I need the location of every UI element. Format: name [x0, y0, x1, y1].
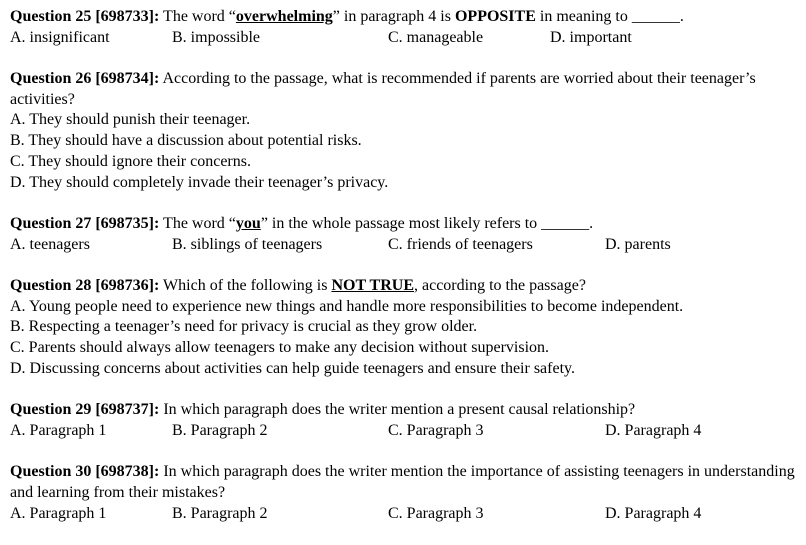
option-c: C. They should ignore their concerns.	[10, 152, 251, 170]
key-word: you	[235, 214, 261, 232]
option-c: C. Parents should always allow teenagers to make any decision without supervision.	[10, 339, 550, 357]
option-a: A. Paragraph 1	[10, 504, 107, 522]
question-26	[10, 69, 800, 193]
option-b: B. Paragraph 2	[172, 504, 268, 522]
options-row	[10, 421, 800, 442]
option-c: C. Paragraph 3	[388, 421, 484, 439]
stem-text: Which of the following is	[159, 277, 332, 295]
question-25	[10, 7, 800, 48]
question-28	[10, 276, 800, 380]
option-b: B. siblings of teenagers	[172, 235, 323, 253]
options-row	[10, 504, 800, 525]
option-c: C. friends of teenagers	[388, 235, 533, 253]
question-30	[10, 462, 800, 524]
option-b: B. Paragraph 2	[172, 421, 268, 439]
option-b: B. Respecting a teenager’s need for privacy is crucial as they grow older.	[10, 318, 478, 336]
stem-text: The word “	[159, 8, 236, 25]
option-b: B. impossible	[172, 28, 261, 46]
stem-text: According to the passage, what is recommended if parents are worried about their teenager’s activities?	[10, 70, 756, 108]
option-d: D. They should completely invade their teenager’s privacy.	[10, 173, 389, 191]
option-d: D. parents	[605, 235, 671, 253]
question-label: Question 28 [698736]:	[10, 277, 160, 295]
stem-text: ” in the whole passage most likely refers to ______.	[260, 214, 594, 232]
option-d: D. important	[550, 28, 632, 46]
option-d: D. Paragraph 4	[605, 504, 702, 522]
question-label: Question 27 [698735]:	[10, 214, 160, 232]
question-stem	[10, 7, 800, 28]
question-stem	[10, 214, 800, 235]
option-a: A. Paragraph 1	[10, 421, 107, 439]
options-row	[10, 235, 800, 256]
stem-text: In which paragraph does the writer mention a present causal relationship?	[159, 401, 636, 419]
stem-text: , according to the passage?	[414, 277, 586, 295]
stem-text: ” in paragraph 4 is	[332, 8, 455, 25]
question-27	[10, 214, 800, 255]
question-label: Question 29 [698737]:	[10, 401, 160, 419]
option-a: A. Young people need to experience new things and handle more responsibilities to become independent.	[10, 297, 684, 315]
option-d: D. Paragraph 4	[605, 421, 702, 439]
question-29	[10, 400, 800, 441]
question-stem	[10, 462, 800, 503]
question-document	[10, 7, 800, 545]
question-stem	[10, 69, 800, 110]
option-c: C. manageable	[388, 28, 484, 46]
stem-text: The word “	[159, 214, 236, 232]
option-b: B. They should have a discussion about potential risks.	[10, 132, 362, 150]
stem-text: in meaning to ______.	[535, 8, 684, 25]
options-row	[10, 28, 800, 49]
key-word: overwhelming	[235, 8, 333, 25]
question-label: Question 25 [698733]:	[10, 8, 160, 25]
option-c: C. Paragraph 3	[388, 504, 484, 522]
key-word: NOT TRUE	[331, 277, 414, 295]
option-a: A. They should punish their teenager.	[10, 111, 251, 129]
emphasis-word: OPPOSITE	[454, 8, 536, 25]
question-stem	[10, 400, 800, 421]
stem-text: In which paragraph does the writer mention the importance of assisting teenagers in understanding and learning from their mistakes?	[10, 463, 795, 502]
option-a: A. teenagers	[10, 235, 90, 253]
question-label: Question 26 [698734]:	[10, 70, 160, 88]
option-a: A. insignificant	[10, 28, 110, 46]
option-d: D. Discussing concerns about activities can help guide teenagers and ensure their safety.	[10, 359, 575, 377]
question-label: Question 30 [698738]:	[10, 463, 160, 481]
question-stem	[10, 276, 800, 297]
